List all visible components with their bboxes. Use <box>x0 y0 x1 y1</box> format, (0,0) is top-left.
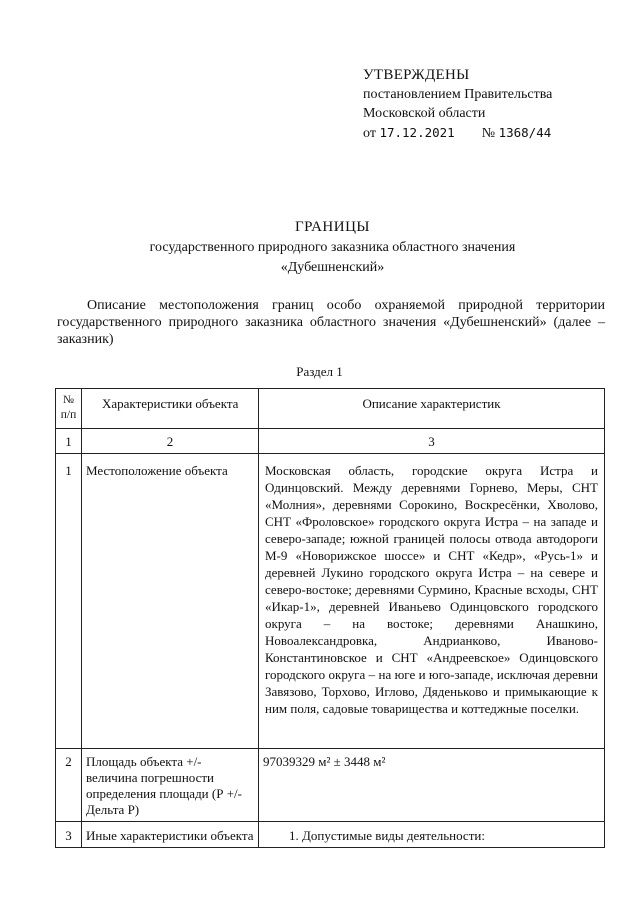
column-number: 2 <box>82 429 259 454</box>
header-characteristic: Характеристики объекта <box>82 389 259 429</box>
approval-line-2: Московской области <box>363 106 486 121</box>
table-row <box>56 749 605 822</box>
approval-date: 17.12.2021 <box>379 125 455 140</box>
approval-heading: УТВЕРЖДЕНЫ <box>363 67 470 83</box>
row-characteristic: Местоположение объекта <box>82 454 259 749</box>
approval-date-line <box>363 123 552 143</box>
table-row <box>56 454 605 749</box>
row-num: 2 <box>56 749 82 822</box>
column-number: 1 <box>56 429 82 454</box>
column-number: 3 <box>259 429 605 454</box>
column-number-row <box>56 429 605 454</box>
row-num: 3 <box>56 822 82 848</box>
approval-line-1: постановлением Правительства <box>363 87 553 102</box>
approval-from-label: от <box>363 126 376 141</box>
table-row <box>56 822 605 848</box>
approval-number-label: № <box>481 126 496 141</box>
title-main: ГРАНИЦЫ <box>294 219 370 235</box>
row-characteristic: Иные характеристики объекта <box>82 822 259 848</box>
approval-block <box>363 66 552 143</box>
title-line-1: государственного природного заказника областного значения <box>149 240 516 255</box>
header-num: № п/п <box>56 389 82 429</box>
row-num: 1 <box>56 454 82 749</box>
approval-number: 1368/44 <box>498 125 552 140</box>
document-title <box>60 217 605 278</box>
section-label: Раздел 1 <box>296 364 343 379</box>
characteristics-table <box>55 388 605 848</box>
intro-paragraph: Описание местоположения границ особо охраняемой природной территории государственного природного заказника областного значения «Дубешненский» (далее – заказник) <box>57 298 605 347</box>
table-header-row <box>56 389 605 429</box>
row-description: 97039329 м² ± 3448 м² <box>259 749 605 822</box>
row-description: Московская область, городские округа Истра и Одинцовский. Между деревнями Горнево, Меры, СНТ «Молния», деревнями Сорокино, Воскресёнки, Хволово, СНТ «Фроловское» городского округа Истра – на западе и северо-западе; южной границей полосы отвода автодороги М-9 «Новорижское шоссе» и СНТ «Кедр», «Русь-1» и деревней Лукино городского округа Истра – на севере и северо-востоке; деревнями Сурмино, Красные всходы, СНТ «Икар-1», деревней Иваньево Одинцовского городского округа – на востоке; деревнями Анашкино, Новоалександровка, Андрианково, Иваново-Константиновское и СНТ «Андреевское» Одинцовского городского округа – на юге и юго-западе, исключая деревни Завязово, Торхово, Иглово, Дяденьково и примыкающие к ним поля, садовые товарищества и коттеджные поселки. <box>259 454 605 749</box>
row-description: 1. Допустимые виды деятельности: <box>259 822 605 848</box>
row-characteristic: Площадь объекта +/- величина погрешности определения площади (Р +/- Дельта Р) <box>82 749 259 822</box>
header-description: Описание характеристик <box>259 389 605 429</box>
title-line-2: «Дубешненский» <box>280 260 385 275</box>
